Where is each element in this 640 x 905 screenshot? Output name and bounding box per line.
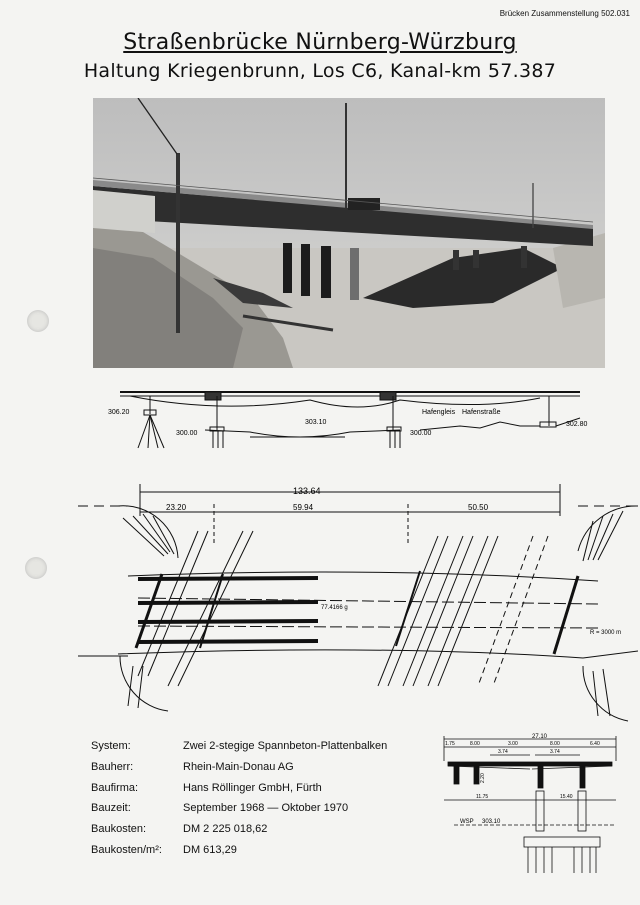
width-7: 3.74 xyxy=(550,749,560,755)
punch-hole xyxy=(25,557,47,579)
level-left: 306.20 xyxy=(108,409,130,416)
bottom-left: 11.75 xyxy=(476,794,489,800)
dim-total: 133.64 xyxy=(293,486,321,496)
page-subtitle: Haltung Kriegenbrunn, Los C6, Kanal-km 57.387 xyxy=(83,60,557,82)
dim-span-c: 50.50 xyxy=(468,503,489,512)
page-title: Straßenbrücke Nürnberg-Würzburg xyxy=(123,30,517,55)
section-height: 2.20 xyxy=(480,773,486,783)
fact-label: Baufirma: xyxy=(91,781,139,794)
bridge-elevation-drawing xyxy=(100,382,600,460)
fact-row xyxy=(91,802,387,823)
width-3: 3.00 xyxy=(508,741,518,747)
dim-span-b: 59.94 xyxy=(293,503,314,512)
bottom-right: 15.40 xyxy=(560,794,573,800)
fact-label: Baukosten: xyxy=(91,823,147,836)
fact-row xyxy=(91,740,387,761)
level-bank-left: 300.00 xyxy=(176,430,198,437)
width-total: 27.10 xyxy=(532,734,548,740)
width-4: 8.00 xyxy=(550,741,560,747)
fact-value: Zwei 2-stegige Spannbeton-Plattenbalken xyxy=(183,740,388,752)
fact-row xyxy=(91,823,387,844)
fact-value: DM 2 225 018,62 xyxy=(183,823,268,836)
wsp-value: 303.10 xyxy=(482,819,501,825)
cross-section-drawing xyxy=(440,733,620,883)
dim-span-a: 23.20 xyxy=(166,503,187,512)
fact-label: Bauherr: xyxy=(91,760,134,773)
bridge-plan-drawing xyxy=(78,476,638,726)
level-bank-right: 300.00 xyxy=(410,430,432,437)
label-track: Hafengleis xyxy=(422,409,456,416)
level-right: 302.80 xyxy=(566,421,588,428)
fact-value: Rhein-Main-Donau AG xyxy=(183,760,294,773)
fact-row xyxy=(91,844,387,865)
fact-label: Bauzeit: xyxy=(91,802,131,815)
fact-row xyxy=(91,782,387,803)
fact-value: Hans Röllinger GmbH, Fürth xyxy=(183,781,322,794)
fact-row xyxy=(91,761,387,782)
label-street: Hafenstraße xyxy=(462,409,501,416)
bridge-photo xyxy=(93,98,605,368)
angle-label: 77.4166 g xyxy=(321,605,348,611)
width-6: 3.74 xyxy=(498,749,508,755)
width-2: 8.00 xyxy=(470,741,480,747)
fact-label: Baukosten/m²: xyxy=(91,843,162,856)
fact-value: DM 613,29 xyxy=(183,843,237,856)
facts-table xyxy=(91,740,387,865)
fact-label: System: xyxy=(91,740,131,752)
punch-hole xyxy=(27,310,49,332)
width-1: 1.75 xyxy=(445,741,455,747)
level-water: 303.10 xyxy=(305,419,327,426)
width-5: 6.40 xyxy=(590,741,600,747)
wsp-label: WSP xyxy=(460,819,474,825)
document-reference: Brücken Zusammenstellung 502.031 xyxy=(499,9,630,18)
radius-label: R = 3000 m xyxy=(590,630,622,636)
fact-value: September 1968 — Oktober 1970 xyxy=(183,802,349,815)
